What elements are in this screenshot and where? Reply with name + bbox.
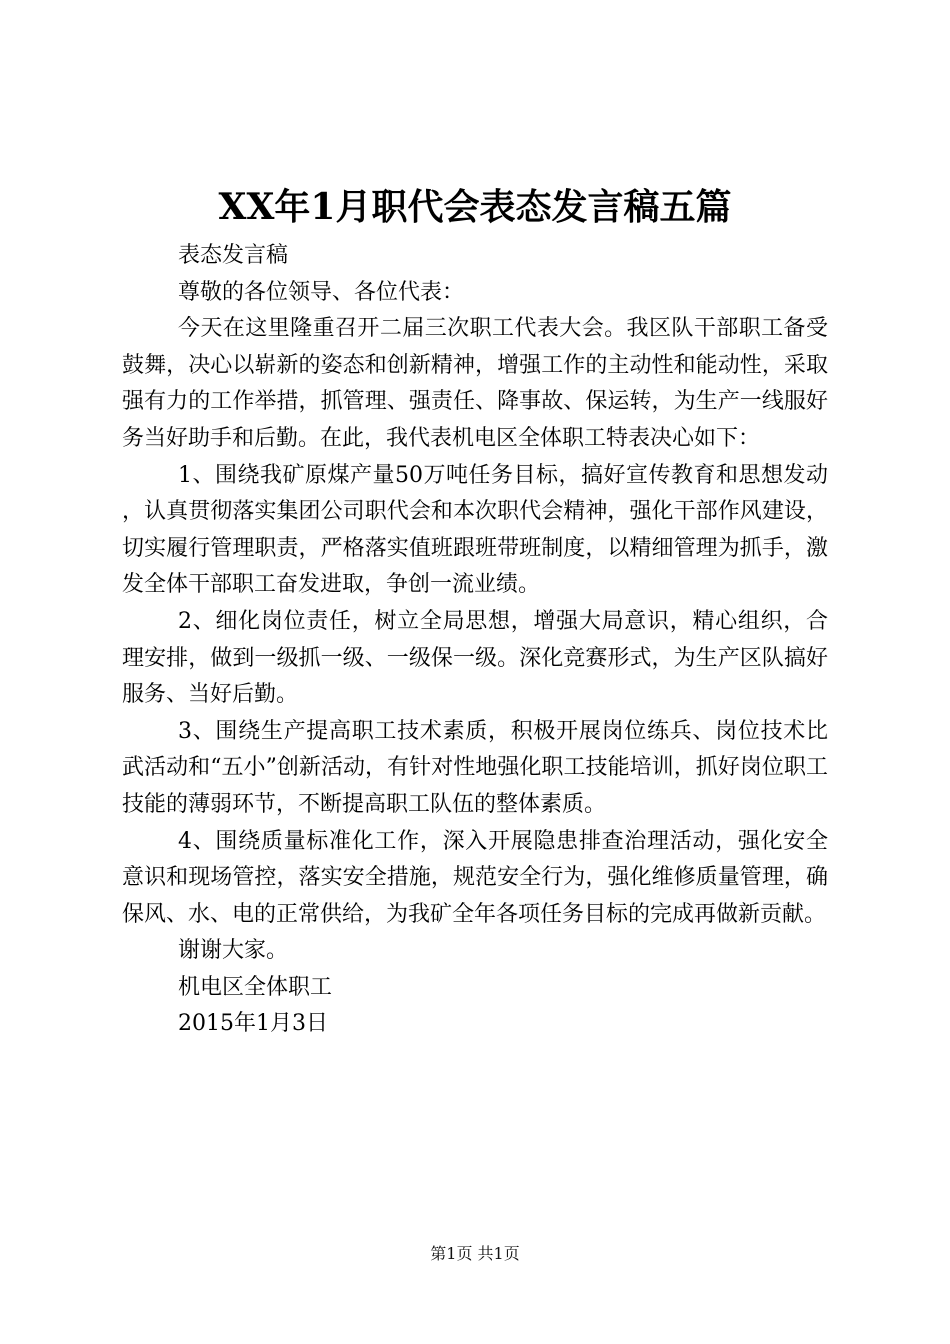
document-body [122,238,828,1043]
paragraph-date: 2015年1月3日 [178,1011,328,1037]
paragraph-item-1: 1、围绕我矿原煤产量50万吨任务目标，搞好宣传教育和思想发动，认真贯彻落实集团公司职代会和本次职代会精神，强化干部作风建设，切实履行管理职责，严格落实值班跟班带班制度，以精细管理为抓手，激发全体干部职工奋发进取，争创一流业绩。 [122,462,828,598]
paragraph-item-2: 2、细化岗位责任，树立全局思想，增强大局意识，精心组织，合理安排，做到一级抓一级、一级保一级。深化竞赛形式，为生产区队搞好服务、当好后勤。 [122,608,828,708]
paragraph-item-3: 3、围绕生产提高职工技术素质，积极开展岗位练兵、岗位技术比武活动和“五小”创新活动，有针对性地强化职工技能培训，抓好岗位职工技能的薄弱环节，不断提高职工队伍的整体素质。 [122,718,828,817]
paragraph-salutation: 尊敬的各位领导、各位代表： [178,279,465,305]
paragraph-item-4: 4、围绕质量标准化工作，深入开展隐患排查治理活动，强化安全意识和现场管控，落实安全措施，规范安全行为，强化维修质量管理，确保风、水、电的正常供给，为我矿全年各项任务目标的完成再做新贡献。 [122,828,828,927]
paragraph-signature: 机电区全体职工 [178,974,333,1000]
page-footer: 第1页 共1页 [430,1244,520,1263]
paragraph-intro: 今天在这里隆重召开二届三次职工代表大会。我区队干部职工备受鼓舞，决心以崭新的姿态和创新精神，增强工作的主动性和能动性，采取强有力的工作举措，抓管理、强责任、降事故、保运转，为生产一线服好务当好助手和后勤。在此，我代表机电区全体职工特表决心如下： [122,316,828,451]
paragraph-subtitle: 表态发言稿 [178,243,289,268]
paragraph-thanks: 谢谢大家。 [178,938,289,964]
document-title: XX年1月职代会表态发言稿五篇 [218,186,732,228]
